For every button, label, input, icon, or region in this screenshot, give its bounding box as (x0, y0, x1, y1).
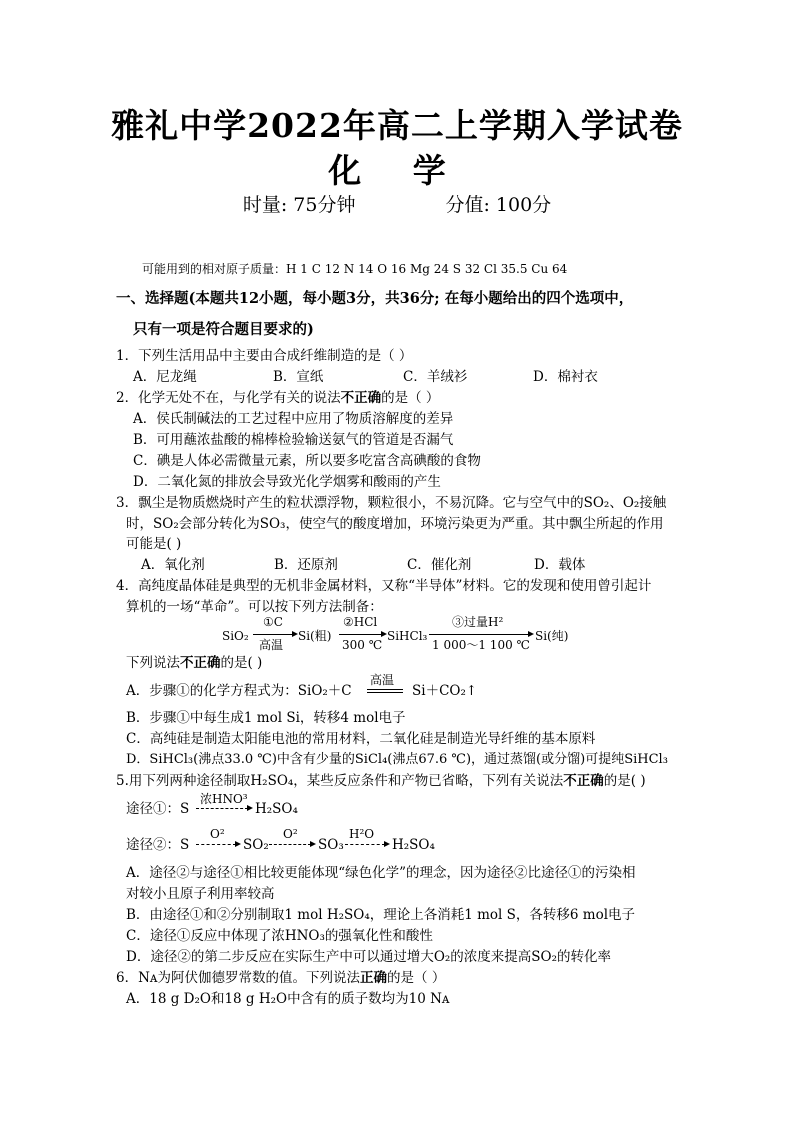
q6-stem-emphasis: 正确 (360, 970, 388, 986)
q2-stem-tail: 的是（ ） (381, 390, 440, 406)
scheme-si-pure: Si(纯) (535, 629, 569, 643)
q2-stem (116, 389, 439, 407)
route1-arrowhead (247, 805, 253, 811)
q4-option-a-cond: 高温 (370, 673, 395, 687)
route2-cond-3: H²O (349, 827, 375, 841)
route2-arrowhead-2 (310, 841, 316, 847)
q1-option-b: B．宣纸 (273, 369, 324, 385)
q3-line2: 时，SO₂会部分转化为SO₃，使空气的酸度增加，环境污染更为严重。其中飘尘所起的作用 (126, 516, 664, 532)
section-heading-line1: 一、选择题(本题共12小题，每小题3分，共36分; 在每小题给出的四个选项中， (116, 290, 634, 307)
scheme-a2-bot: 300 ℃ (342, 638, 383, 652)
route1-cond: 浓HNO³ (200, 792, 248, 806)
route2-label: 途径②：S (126, 837, 190, 853)
q1-option-a: A．尼龙绳 (133, 369, 197, 385)
q5-option-b: B．由途径①和②分别制取1 mol H₂SO₄，理论上各消耗1 mol S，各转移6 mol电子 (126, 907, 636, 923)
q4-ask-tail: 的是( ) (220, 655, 263, 671)
q6-option-a: A．18 g D₂O和18 g H₂O中含有的质子数均为10 Nᴀ (126, 991, 450, 1007)
scheme-sio2: SiO₂ (222, 629, 249, 643)
q4-option-a (126, 682, 352, 700)
scheme-sihcl3: SiHCl₃ (387, 629, 428, 643)
q6-stem-tail: 的是（ ） (387, 970, 446, 986)
q4-ask-emphasis: 不正确 (180, 655, 221, 671)
route2-cond-2: O² (283, 827, 298, 841)
q3-line1: 3．飘尘是物质燃烧时产生的粒状漂浮物，颗粒很小，不易沉降。它与空气中的SO₂、O₂接触 (116, 495, 667, 511)
q1-stem: 1．下列生活用品中主要由合成纤维制造的是（ ） (116, 348, 413, 364)
route1-arrow (196, 808, 248, 809)
scheme-a3-bot: 1 000～1 100 ℃ (432, 638, 530, 652)
q2-option-c: C．碘是人体必需微量元素，所以要多吃富含高碘酸的食物 (133, 453, 481, 469)
q4-line1: 4．高纯度晶体硅是典型的无机非金属材料，又称“半导体”材料。它的发现和使用曾引起计 (116, 578, 652, 594)
subject-title: 化 学 (328, 151, 466, 190)
q4-option-a-equal-top (367, 689, 403, 690)
q2-option-b: B．可用蘸浓盐酸的棉棒检验输送氨气的管道是否漏气 (133, 432, 454, 448)
q5-stem-emphasis: 不正确 (563, 773, 604, 789)
scheme-arrow-2 (339, 634, 382, 635)
q3-option-c: C．催化剂 (407, 557, 472, 573)
q4-option-c: C．高纯硅是制造太阳能电池的常用材料，二氧化硅是制造光导纤维的基本原料 (126, 731, 596, 747)
section-heading-line2: 只有一项是符合题目要求的) (133, 321, 314, 338)
q5-option-c: C．途径①反应中体现了浓HNO₃的强氧化性和酸性 (126, 928, 433, 944)
q1-option-c: C．羊绒衫 (403, 369, 468, 385)
q4-line2: 算机的一场“革命”。可以按下列方法制备： (126, 599, 383, 615)
q3-option-d: D．载体 (534, 557, 586, 573)
exam-title: 雅礼中学2022年高二上学期入学试卷 (111, 106, 683, 145)
q4-ask-text: 下列说法 (126, 655, 180, 671)
route2-arrow-2 (269, 844, 311, 845)
q3-option-a: A．氧化剂 (141, 557, 205, 573)
atomic-mass-line: 可能用到的相对原子质量：H 1 C 12 N 14 O 16 Mg 24 S 32 Cl 35.5 Cu 64 (142, 262, 568, 276)
exam-time: 时量: 75分钟 (242, 194, 356, 216)
q5-stem-text: 5.用下列两种途径制取H₂SO₄，某些反应条件和产物已省略，下列有关说法 (116, 773, 564, 789)
route2-arrow-1 (196, 844, 236, 845)
q4-option-a-equal-bot (367, 692, 403, 693)
q2-stem-emphasis: 不正确 (340, 390, 382, 406)
q3-option-b: B．还原剂 (274, 557, 338, 573)
q5-option-a-line2: 对较小且原子利用率较高 (126, 886, 275, 902)
q4-option-a-right: Si＋CO₂↑ (412, 683, 478, 699)
route1-product: H₂SO₄ (255, 801, 298, 817)
route2-arrowhead-1 (235, 841, 241, 847)
route2-product-3: H₂SO₄ (392, 837, 435, 853)
q6-stem-text: 6．Nᴀ为阿伏伽德罗常数的值。下列说法 (116, 970, 361, 986)
q5-stem (116, 772, 646, 790)
q5-stem-tail: 的是( ) (603, 773, 646, 789)
q2-option-a: A．侯氏制碱法的工艺过程中应用了物质溶解度的差异 (133, 411, 454, 427)
scheme-a3-top: ③过量H² (452, 615, 504, 629)
q4-option-b: B．步骤①中每生成1 mol Si，转移4 mol电子 (126, 710, 406, 726)
route2-product-2: SO₃ (318, 837, 344, 853)
scheme-arrow-3 (429, 634, 529, 635)
route2-arrowhead-3 (384, 841, 390, 847)
exam-meta (0, 190, 794, 217)
exam-score: 分值: 100分 (445, 194, 552, 216)
q5-option-d: D．途径②的第二步反应在实际生产中可以通过增大O₂的浓度来提高SO₂的转化率 (126, 949, 612, 965)
scheme-arrow-1 (253, 634, 293, 635)
scheme-a2-top: ②HCl (343, 615, 378, 629)
q1-option-d: D．棉衬衣 (533, 369, 598, 385)
q1-options (133, 368, 598, 386)
q6-stem (116, 969, 445, 987)
q2-option-d: D．二氧化氮的排放会导致光化学烟雾和酸雨的产生 (133, 474, 441, 490)
scheme-a1-bot: 高温 (259, 638, 284, 652)
q2-stem-text: 2．化学无处不在，与化学有关的说法 (116, 390, 341, 406)
q3-line3: 可能是( ) (126, 536, 182, 552)
q4-option-d: D．SiHCl₃(沸点33.0 ℃)中含有少量的SiCl₄(沸点67.6 ℃)，通过蒸馏(或分馏)可提纯SiHCl₃ (126, 752, 668, 767)
scheme-a1-top: ①C (263, 615, 283, 629)
scheme-si-crude: Si(粗) (298, 629, 332, 643)
route2-arrow-3 (345, 844, 385, 845)
route2-cond-1: O² (210, 827, 225, 841)
route1-label: 途径①：S (126, 801, 190, 817)
route2-product-1: SO₂ (243, 837, 269, 853)
q5-option-a-line1: A．途径②与途径①相比较更能体现“绿色化学”的理念，因为途径②比途径①的污染相 (126, 865, 636, 881)
q4-option-a-left: A．步骤①的化学方程式为：SiO₂＋C (126, 683, 352, 699)
q4-ask (126, 654, 262, 672)
q3-options (141, 556, 585, 574)
